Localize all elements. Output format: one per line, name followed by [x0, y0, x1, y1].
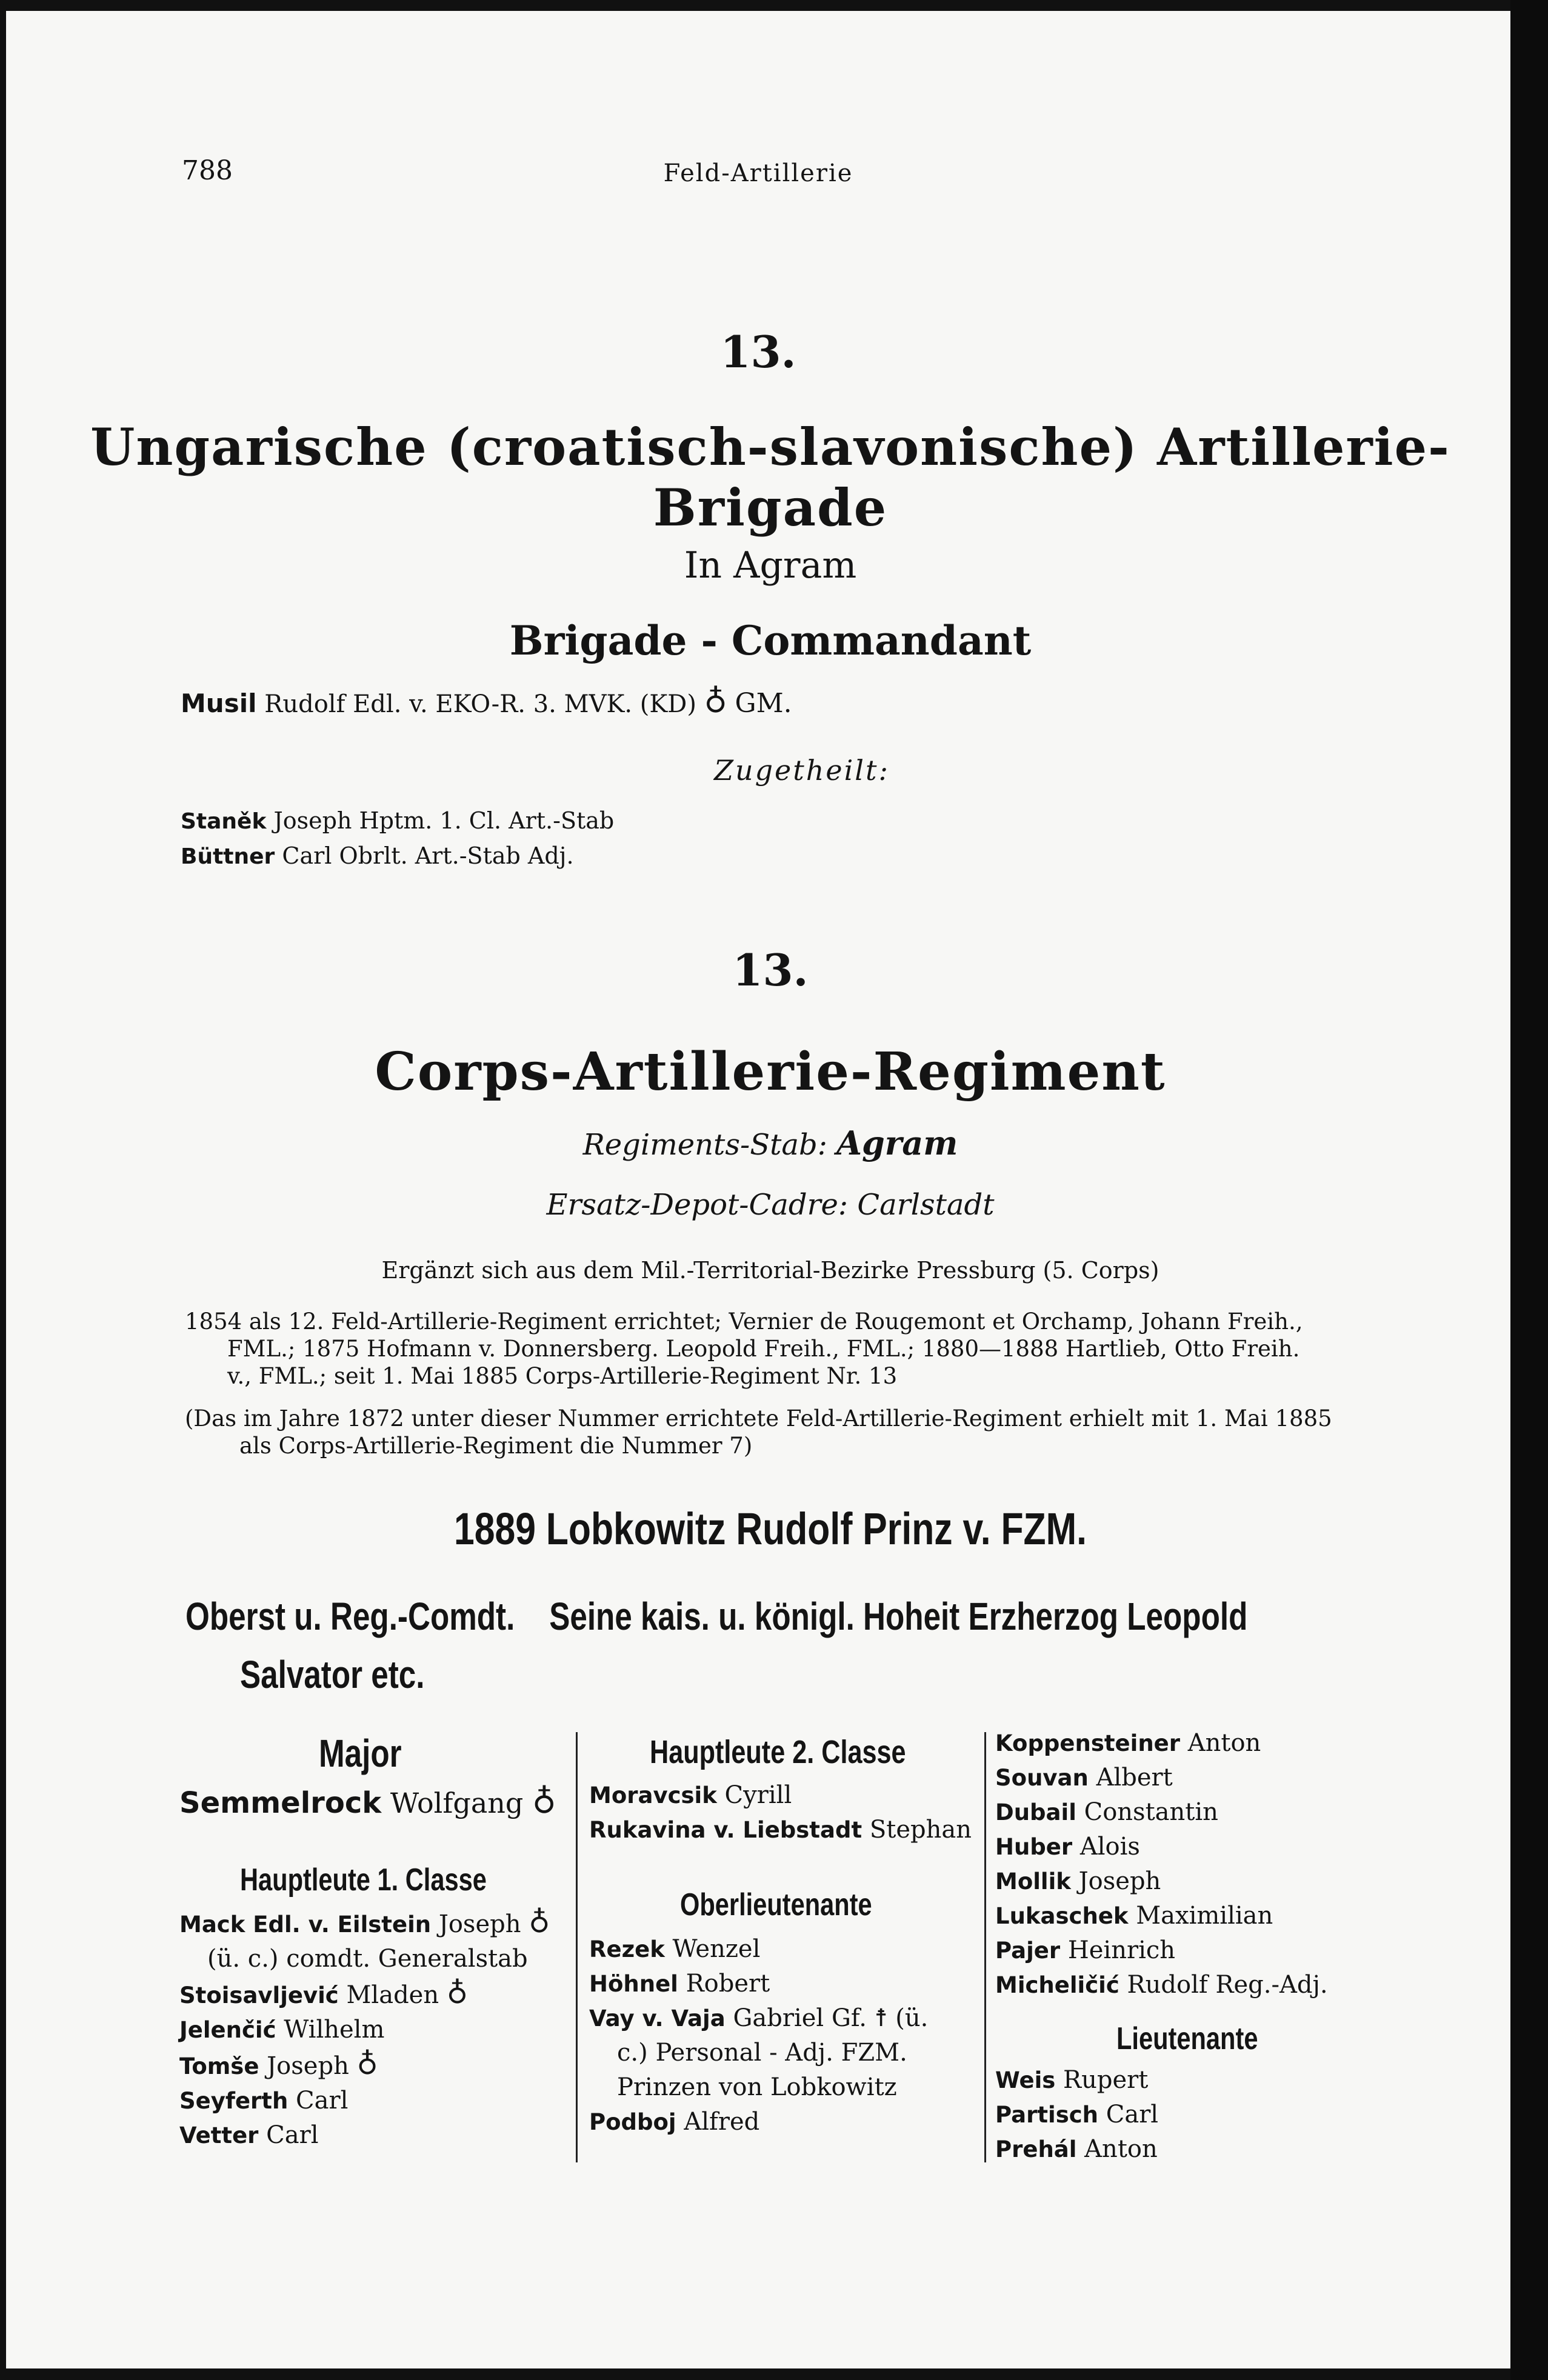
attached-heading: Zugetheilt: [714, 754, 890, 787]
column-2 [589, 1726, 977, 2139]
order-symbol-icon: ♁ [446, 1976, 468, 2010]
lieutenants-heading: Oberlieutenante [680, 1887, 872, 1922]
colonel-name-cont: Salvator etc. [240, 1653, 425, 1696]
inhaber: 1889 Lobkowitz Rudolf Prinz v. FZM. [454, 1504, 1087, 1554]
list-item: Micheličić Rudolf Reg.-Adj. [995, 1971, 1328, 1999]
regiment-staff-location: Agram [836, 1124, 958, 1162]
attached-details: Carl Obrlt. Art.-Stab Adj. [282, 842, 574, 869]
attached-item [181, 804, 614, 839]
commandant-line [181, 684, 792, 720]
note-line: als Corps-Artillerie-Regiment die Nummer 7) [239, 1433, 753, 1459]
brigade-number: 13. [720, 326, 796, 378]
brigade-title-line1: Ungarische (croatisch-slavonische) Artillerie- [90, 417, 1450, 477]
column-divider [576, 1732, 578, 2162]
commandant-heading: Brigade - Commandant [509, 617, 1032, 664]
page [6, 11, 1510, 2368]
page-number: 788 [182, 155, 233, 186]
major-given: Wolfgang [390, 1787, 524, 1819]
regiment-number: 13. [732, 944, 809, 996]
note-line: (Das im Jahre 1872 unter dieser Nummer errichtete Feld-Artillerie-Regiment erhielt mit 1. Mai 1885 [185, 1405, 1332, 1432]
regiment-staff-line [30, 1124, 1510, 1162]
brigade-title-line2: Brigade [653, 478, 888, 538]
brigade-location: In Agram [684, 544, 857, 587]
lt-heading: Lieutenante [1116, 2021, 1258, 2056]
list-item: Dubail Constantin [995, 1798, 1218, 1826]
list-item: Stoisavljević Mladen ♁ [179, 1976, 468, 2010]
list-item: Pajer Heinrich [995, 1936, 1176, 1964]
column-divider [984, 1732, 986, 2162]
column-3 [995, 1726, 1389, 2167]
list-item: c.) Personal - Adj. FZM. [617, 2039, 907, 2067]
history-line: v., FML.; seit 1. Mai 1885 Corps-Artillerie-Regiment Nr. 13 [227, 1363, 898, 1389]
list-item: Prehál Anton [995, 2135, 1158, 2163]
order-symbol-icon: ♁ [356, 2047, 378, 2081]
commandant-surname: Musil [181, 688, 257, 718]
order-symbol-icon: ♁ [532, 1782, 556, 1821]
major-surname: Semmelrock [179, 1786, 382, 1820]
list-item: Mack Edl. v. Eilstein Joseph ♁ [179, 1905, 550, 1939]
list-item: Seyferth Carl [179, 2087, 349, 2115]
list-item: Koppensteiner Anton [995, 1729, 1261, 1757]
attached-list [181, 804, 614, 874]
list-item: Podboj Alfred [589, 2108, 760, 2136]
colonel-name: Seine kais. u. königl. Hoheit Erzherzog Leopold [549, 1595, 1248, 1638]
scan-edge [1510, 0, 1548, 2380]
commandant-details: Rudolf Edl. v. EKO-R. 3. MVK. (KD) [264, 690, 696, 718]
list-item: Prinzen von Lobkowitz [617, 2073, 897, 2101]
list-item: Jelenčić Wilhelm [179, 2016, 385, 2044]
history-line: FML.; 1875 Hofmann v. Donnersberg. Leopold Freih., FML.; 1880—1888 Hartlieb, Otto Freih. [227, 1336, 1300, 1362]
attached-surname: Staněk [181, 809, 267, 834]
major-row [179, 1781, 567, 1824]
list-item: Mollik Joseph [995, 1867, 1161, 1895]
list-item: Rezek Wenzel [589, 1935, 761, 1963]
list-item: Höhnel Robert [589, 1970, 770, 1998]
regiment-recruitment: Ergänzt sich aus dem Mil.-Territorial-Bezirke Pressburg (5. Corps) [381, 1257, 1159, 1284]
list-item: Vetter Carl [179, 2121, 319, 2149]
list-item: Weis Rupert [995, 2066, 1149, 2094]
list-item: Souvan Albert [995, 1764, 1173, 1792]
regiment-note [185, 1405, 1332, 1459]
colonel-line [185, 1594, 1247, 1639]
history-line: 1854 als 12. Feld-Artillerie-Regiment errichtet; Vernier de Rougemont et Orchamp, Johann Freih., [185, 1308, 1303, 1335]
attached-surname: Büttner [181, 844, 275, 869]
regiment-history [185, 1308, 1303, 1390]
major-heading: Major [319, 1732, 402, 1775]
captains2-heading: Hauptleute 2. Classe [650, 1734, 906, 1770]
list-item: Vay v. Vaja Gabriel Gf. ☨ (ü. [589, 2004, 929, 2032]
colonel-label: Oberst u. Reg.-Comdt. [185, 1595, 515, 1638]
captains1-heading: Hauptleute 1. Classe [240, 1862, 487, 1898]
regiment-staff-label: Regiments-Stab: [582, 1128, 827, 1162]
attached-details: Joseph Hptm. 1. Cl. Art.-Stab [273, 807, 615, 834]
regiment-depot: Ersatz-Depot-Cadre: Carlstadt [546, 1188, 995, 1222]
list-item: Tomše Joseph ♁ [179, 2047, 378, 2081]
list-item: Huber Alois [995, 1833, 1140, 1861]
list-item: Lukaschek Maximilian [995, 1902, 1273, 1930]
list-item: (ü. c.) comdt. Generalstab [207, 1945, 528, 1973]
list-item: Rukavina v. Liebstadt Stephan [589, 1816, 972, 1844]
column-1 [179, 1726, 567, 2153]
list-item: Partisch Carl [995, 2101, 1159, 2128]
regiment-title: Corps-Artillerie-Regiment [375, 1041, 1166, 1102]
order-symbol-icon: ♁ [529, 1905, 550, 1939]
commandant-rank: GM. [735, 688, 792, 719]
order-symbol-icon: ♁ [704, 684, 727, 720]
attached-item [181, 839, 614, 874]
running-title: Feld-Artillerie [663, 159, 853, 187]
list-item: Moravcsik Cyrill [589, 1781, 792, 1809]
